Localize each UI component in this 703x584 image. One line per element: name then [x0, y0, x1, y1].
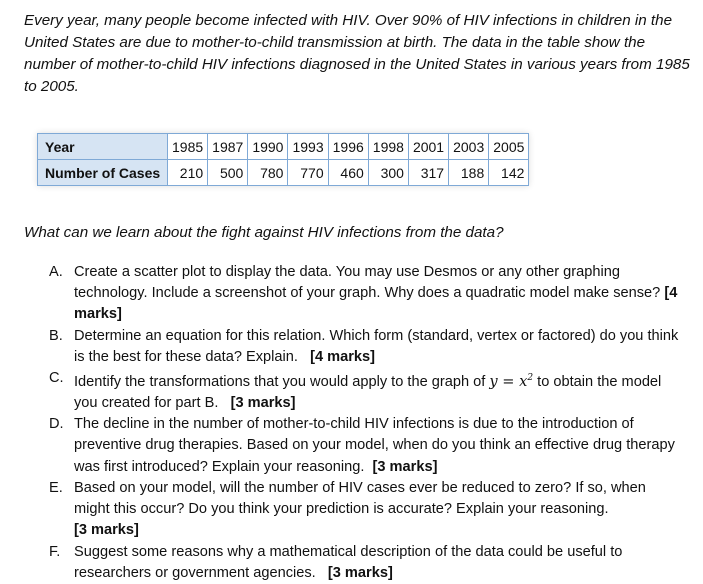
- year-cell: 1987: [208, 134, 248, 160]
- cases-cell: 780: [248, 160, 288, 186]
- item-letter: B.: [49, 327, 63, 344]
- cases-cell: 300: [368, 160, 408, 186]
- cases-cell: 210: [168, 160, 208, 186]
- table-row-cases: [38, 160, 529, 186]
- row-header: Number of Cases: [38, 160, 168, 186]
- item-text: Create a scatter plot to display the data. You may use Desmos or any other graphing technology. Include a screenshot of your graph. Why does a quadratic model make sense?: [74, 264, 661, 302]
- item-text: The decline in the number of mother-to-child HIV infections is due to the introduction of preventive drug therapies. Based on your model, when do you think an effective drug therapy was first introduced? Explain your reasoning.: [74, 416, 675, 475]
- task-item-e: [44, 478, 684, 542]
- item-letter: C.: [49, 370, 64, 387]
- cases-cell: 188: [449, 160, 489, 186]
- hiv-data-table: [37, 133, 529, 186]
- task-item-c: [44, 368, 684, 414]
- year-cell: 2003: [449, 134, 489, 160]
- item-marks: [4 marks]: [74, 285, 678, 323]
- item-letter: A.: [49, 264, 63, 280]
- item-marks: [3 marks]: [372, 458, 438, 475]
- cases-cell: 500: [208, 160, 248, 186]
- year-cell: 2001: [408, 134, 448, 160]
- item-letter: F.: [49, 543, 61, 560]
- item-marks: [3 marks]: [327, 564, 393, 581]
- table-row-year: [38, 134, 529, 160]
- main-question: What can we learn about the fight against HIV infections from the data?: [24, 224, 504, 241]
- task-item-b: [44, 326, 684, 368]
- year-cell: 1985: [168, 134, 208, 160]
- task-item-a: [44, 262, 684, 326]
- item-letter: E.: [49, 479, 63, 496]
- year-cell: 1993: [288, 134, 328, 160]
- item-text: Identify the transformations that you would apply to the graph of: [74, 373, 486, 390]
- cases-cell: 770: [288, 160, 328, 186]
- item-marks: [3 marks]: [74, 522, 139, 539]
- item-text: to obtain the model you created for part B.: [74, 373, 662, 412]
- equation: [489, 373, 533, 390]
- item-letter: D.: [49, 416, 64, 433]
- task-list: [44, 262, 684, 584]
- year-cell: 1990: [248, 134, 288, 160]
- item-text: Suggest some reasons why a mathematical description of the data could be useful to researchers or government agencies.: [74, 543, 623, 581]
- row-header: Year: [38, 134, 168, 160]
- year-cell: 1996: [328, 134, 368, 160]
- cases-cell: 317: [408, 160, 448, 186]
- intro-paragraph: Every year, many people become infected with HIV. Over 90% of HIV infections in children in the United States are due to mother-to-child transmission at birth. The data in the table show the number of mother-to-child HIV infections diagnosed in the United States in various years from 1985 to 2005.: [24, 12, 690, 95]
- equation-exponent: 2: [527, 373, 534, 384]
- item-marks: [4 marks]: [310, 348, 375, 365]
- task-item-d: [44, 414, 684, 478]
- year-cell: 2005: [489, 134, 529, 160]
- cases-cell: 460: [328, 160, 368, 186]
- year-cell: 1998: [368, 134, 408, 160]
- item-text: Determine an equation for this relation. Which form (standard, vertex or factored) do you think is the best for these data? Explain.: [74, 327, 679, 365]
- item-marks: [3 marks]: [230, 395, 296, 412]
- cases-cell: 142: [489, 160, 529, 186]
- item-text: Based on your model, will the number of HIV cases ever be reduced to zero? If so, when might this occur? Do you think your prediction is accurate? Explain your reasoning.: [74, 479, 646, 518]
- equation-base: y = x: [489, 372, 528, 390]
